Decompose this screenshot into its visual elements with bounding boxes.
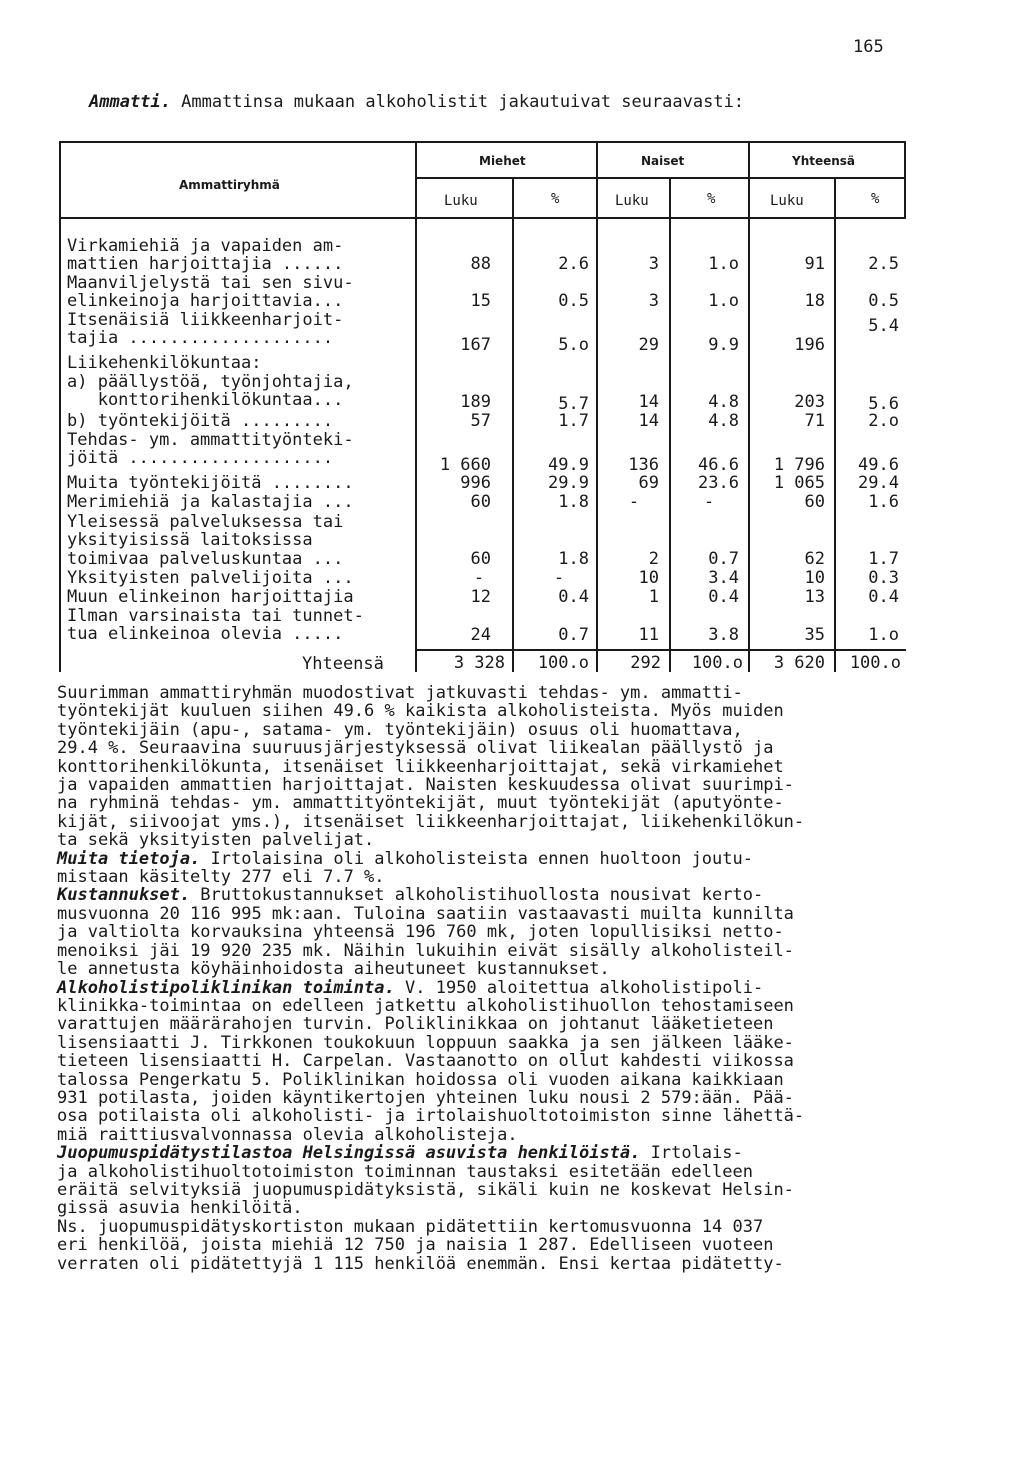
- cell-miehet-luku: 57: [470, 411, 491, 431]
- intro-text: Ammattinsa mukaan alkoholistit jakautuivat seuraavasti:: [170, 92, 745, 112]
- cell-naiset-pct: 0.4: [708, 587, 739, 607]
- cell-yhteensa-luku: 62: [804, 549, 825, 569]
- cell-naiset-luku: 1: [648, 587, 659, 607]
- cell-naiset-pct: 9.9: [708, 335, 739, 355]
- cell-miehet-luku: 60: [470, 492, 491, 512]
- cell-miehet-pct: 5.7: [558, 394, 589, 414]
- cell-miehet-luku: 24: [470, 625, 491, 645]
- row-label: Merimiehiä ja kalastajia ...: [67, 492, 354, 512]
- cell-naiset-luku: -: [628, 492, 640, 512]
- cell-yhteensa-luku: 35: [804, 625, 825, 645]
- paragraph-text: V. 1950 aloitettua alkoholistipoli- klinikka-toimintaa on edelleen jatkettu alkoholistihuollon tehostamiseen varattujen määrärahojen turvin. Poliklinikkaa on johtanut lääketieteen lisensiaatti J. Tirkkonen toukokuun loppuun saakka ja sen jälkeen lääke- tieteen lisensiaatti H. Carpelan. Vastaanotto on ollut kahdesti viikossa talossa Pengerkatu 5. Poliklinikan hoidossa oli vuoden aikana kaikkiaan 931 potilasta, joiden käyntikertojen yhteinen luku nousi 2 579:ään. Pää- osa potilaista oli alkoholisti- ja irtolaishuoltotoimiston sinne lähettä- miä raittiusvalvonnassa olevia alkoholisteja.: [57, 977, 805, 1145]
- row-label: Yleisessä palveluksessa tai yksityisissä laitoksissa toimivaa palveluskuntaa ...: [67, 512, 344, 569]
- cell-miehet-luku: 996: [460, 473, 491, 493]
- paragraph-lead: Kustannukset.: [57, 885, 191, 906]
- paragraph: [57, 684, 967, 850]
- cell-naiset-pct: -: [703, 492, 715, 512]
- paragraph-text: Bruttokustannukset alkoholistihuollosta nousivat kerto- musvuonna 20 116 995 mk:aan. Tuloina saatiin vastaavasti muilta kunnilta ja valtiolta korvauksina yhteensä 196 760 mk, joten lopullisiksi netto- menoiksi jäi 19 920 235 mk. Näihin lukuihin eivät sisälly alkoholisteil- le annetusta köyhäinhoidosta aiheutuneet kustannukset.: [57, 885, 794, 980]
- cell-naiset-pct: 46.6: [698, 455, 739, 475]
- row-label: Virkamiehiä ja vapaiden am- mattien harjoittajia ......: [67, 236, 344, 275]
- header-ammattiryhma: Ammattiryhmä: [179, 178, 280, 192]
- cell-miehet-luku: 189: [460, 392, 491, 412]
- page-number: 165: [853, 37, 884, 57]
- header-yhteensa-pct: %: [871, 191, 880, 207]
- cell-naiset-pct: 3.8: [708, 625, 739, 645]
- cell-naiset-luku: 69: [638, 473, 659, 493]
- paragraph: [57, 979, 967, 1145]
- cell-naiset-luku: 2: [648, 549, 659, 569]
- paragraph: [57, 1144, 967, 1218]
- total-miehet-pct: 100.o: [537, 653, 589, 673]
- cell-yhteensa-pct: 0.3: [868, 568, 899, 588]
- total-naiset-luku: 292: [630, 653, 661, 673]
- cell-yhteensa-luku: 91: [804, 254, 825, 274]
- cell-yhteensa-luku: 196: [794, 335, 825, 355]
- paragraph-text: Ns. juopumuspidätyskortiston mukaan pidätettiin kertomusvuonna 14 037 eri henkilöä, joista miehiä 12 750 ja naisia 1 287. Edelliseen vuoteen verraten oli pidätettyjä 1 115 henkilöä enemmän. Ensi kertaa pidätetty-: [57, 1216, 784, 1274]
- cell-miehet-pct: 0.5: [558, 291, 589, 311]
- cell-miehet-luku: 1 660: [439, 455, 491, 475]
- paragraph-lead: Alkoholistipoliklinikan toiminta.: [57, 977, 395, 998]
- total-label: Yhteensä: [302, 654, 384, 674]
- row-label: Itsenäisiä liikkeenharjoit- tajia ....................: [67, 310, 344, 349]
- cell-naiset-pct: 4.8: [708, 392, 739, 412]
- cell-yhteensa-pct: 0.5: [868, 291, 899, 311]
- cell-yhteensa-luku: 203: [794, 392, 825, 412]
- cell-naiset-luku: 3: [648, 291, 659, 311]
- row-label: a) päällystöä, työnjohtajia, konttorihenkilökuntaa...: [67, 372, 354, 411]
- header-naiset: Naiset: [641, 154, 685, 168]
- cell-yhteensa-pct: 1.o: [868, 625, 899, 645]
- intro-lead: Ammatti.: [89, 92, 171, 112]
- cell-yhteensa-luku: 1 065: [773, 473, 825, 493]
- cell-yhteensa-luku: 10: [804, 568, 825, 588]
- cell-naiset-pct: 4.8: [708, 411, 739, 431]
- cell-yhteensa-luku: 60: [804, 492, 825, 512]
- cell-yhteensa-pct: 2.o: [868, 411, 899, 431]
- row-label: Maanviljelystä tai sen sivu- elinkeinoja harjoittavia...: [67, 273, 354, 312]
- cell-naiset-pct: 1.o: [708, 254, 739, 274]
- cell-naiset-pct: 1.o: [708, 291, 739, 311]
- cell-yhteensa-pct: 2.5: [868, 254, 899, 274]
- header-yhteensa-luku: Luku: [770, 193, 804, 209]
- cell-yhteensa-luku: 13: [804, 587, 825, 607]
- row-label: Tehdas- ym. ammattityönteki- jöitä ....................: [67, 430, 354, 469]
- cell-miehet-pct: 0.4: [558, 587, 589, 607]
- cell-yhteensa-luku: 1 796: [773, 455, 825, 475]
- row-label: Liikehenkilökuntaa:: [67, 353, 262, 373]
- cell-yhteensa-luku: 18: [804, 291, 825, 311]
- paragraph-lead: Juopumuspidätystilastoa Helsingissä asuvista henkilöistä.: [57, 1143, 641, 1164]
- paragraph: [57, 850, 967, 887]
- cell-naiset-luku: 136: [628, 455, 659, 475]
- cell-yhteensa-pct: 1.6: [868, 492, 899, 512]
- cell-miehet-luku: 167: [460, 335, 491, 355]
- cell-naiset-pct: 3.4: [708, 568, 739, 588]
- cell-miehet-luku: 88: [470, 254, 491, 274]
- total-naiset-pct: 100.o: [691, 653, 743, 673]
- header-miehet-pct: %: [551, 191, 560, 207]
- row-label: Yksityisten palvelijoita ...: [67, 568, 354, 588]
- cell-naiset-luku: 3: [648, 254, 659, 274]
- cell-naiset-luku: 14: [638, 411, 659, 431]
- paragraph-text: Irtolais- ja alkoholistihuoltotoimiston toiminnan taustaksi esitetään edelleen eräitä selvityksiä juopumuspidätyksistä, sikäli kuin ne koskevat Helsin- gissä asuvia henkilöitä.: [57, 1143, 794, 1219]
- row-label: Ilman varsinaista tai tunnet- tua elinkeinoa olevia .....: [67, 606, 364, 645]
- cell-miehet-pct: 29.9: [548, 473, 589, 493]
- cell-naiset-luku: 14: [638, 392, 659, 412]
- total-yhteensa-pct: 100.o: [849, 653, 901, 673]
- paragraph-lead: Muita tietoja.: [57, 848, 201, 869]
- intro-line: [89, 92, 744, 112]
- cell-yhteensa-pct: 29.4: [858, 473, 899, 493]
- header-naiset-luku: Luku: [615, 193, 649, 209]
- header-yhteensa: Yhteensä: [792, 154, 856, 168]
- cell-miehet-pct: -: [553, 568, 565, 588]
- header-miehet: Miehet: [479, 154, 526, 168]
- total-miehet-luku: 3 328: [453, 653, 505, 673]
- row-label: Muun elinkeinon harjoittajia: [67, 587, 354, 607]
- header-miehet-luku: Luku: [444, 193, 478, 209]
- occupation-table: [59, 141, 906, 672]
- cell-naiset-luku: 10: [638, 568, 659, 588]
- cell-miehet-pct: 5.o: [558, 335, 589, 355]
- total-yhteensa-luku: 3 620: [773, 653, 825, 673]
- cell-miehet-luku: 12: [470, 587, 491, 607]
- paragraph-text: Suurimman ammattiryhmän muodostivat jatkuvasti tehdas- ym. ammatti- työntekijät kuuluen siihen 49.6 % kaikista alkoholisteista. Myös muiden työntekijäin (apu-, satama- ym. työntekijäin) osuus oli huomattava, 29.4 %. Seuraavina suuruusjärjestyksessä olivat liikealan päällystö ja konttorihenkilökunta, itsenäiset liikkeenharjoittajat, sekä virkamiehet ja vapaiden ammattien harjoittajat. Naisten keskuudessa olivat suurimpi- na ryhminä tehdas- ym. ammattityöntekijät, muut työntekijät (aputyönte- kijät, siivoojat yms.), itsenäiset liikkeenharjoittajat, liikehenkilökun- ta sekä yksityisten palvelijat.: [57, 683, 805, 851]
- cell-yhteensa-pct: 5.6: [868, 394, 899, 414]
- cell-naiset-pct: 23.6: [698, 473, 739, 493]
- cell-miehet-luku: 60: [470, 549, 491, 569]
- cell-miehet-pct: 49.9: [548, 455, 589, 475]
- paragraph: [57, 886, 967, 978]
- paragraph: [57, 1218, 967, 1273]
- paragraph-text: Irtolaisina oli alkoholisteista ennen huoltoon joutu- mistaan käsitelty 277 eli 7.7 %.: [57, 848, 753, 888]
- body-text: [57, 684, 967, 1273]
- cell-yhteensa-pct: 0.4: [868, 587, 899, 607]
- cell-yhteensa-luku: 71: [804, 411, 825, 431]
- cell-yhteensa-pct: 1.7: [868, 549, 899, 569]
- cell-miehet-luku: -: [473, 568, 485, 588]
- cell-miehet-pct: 1.8: [558, 549, 589, 569]
- cell-yhteensa-pct: 5.4: [868, 316, 899, 336]
- cell-miehet-luku: 15: [470, 291, 491, 311]
- row-label: Muita työntekijöitä ........: [67, 473, 354, 493]
- cell-miehet-pct: 1.8: [558, 492, 589, 512]
- cell-naiset-luku: 11: [638, 625, 659, 645]
- cell-miehet-pct: 2.6: [558, 254, 589, 274]
- cell-naiset-luku: 29: [638, 335, 659, 355]
- row-label: b) työntekijöitä .........: [67, 411, 334, 431]
- cell-yhteensa-pct: 49.6: [858, 455, 899, 475]
- header-naiset-pct: %: [707, 191, 716, 207]
- cell-naiset-pct: 0.7: [708, 549, 739, 569]
- cell-miehet-pct: 0.7: [558, 625, 589, 645]
- cell-miehet-pct: 1.7: [558, 411, 589, 431]
